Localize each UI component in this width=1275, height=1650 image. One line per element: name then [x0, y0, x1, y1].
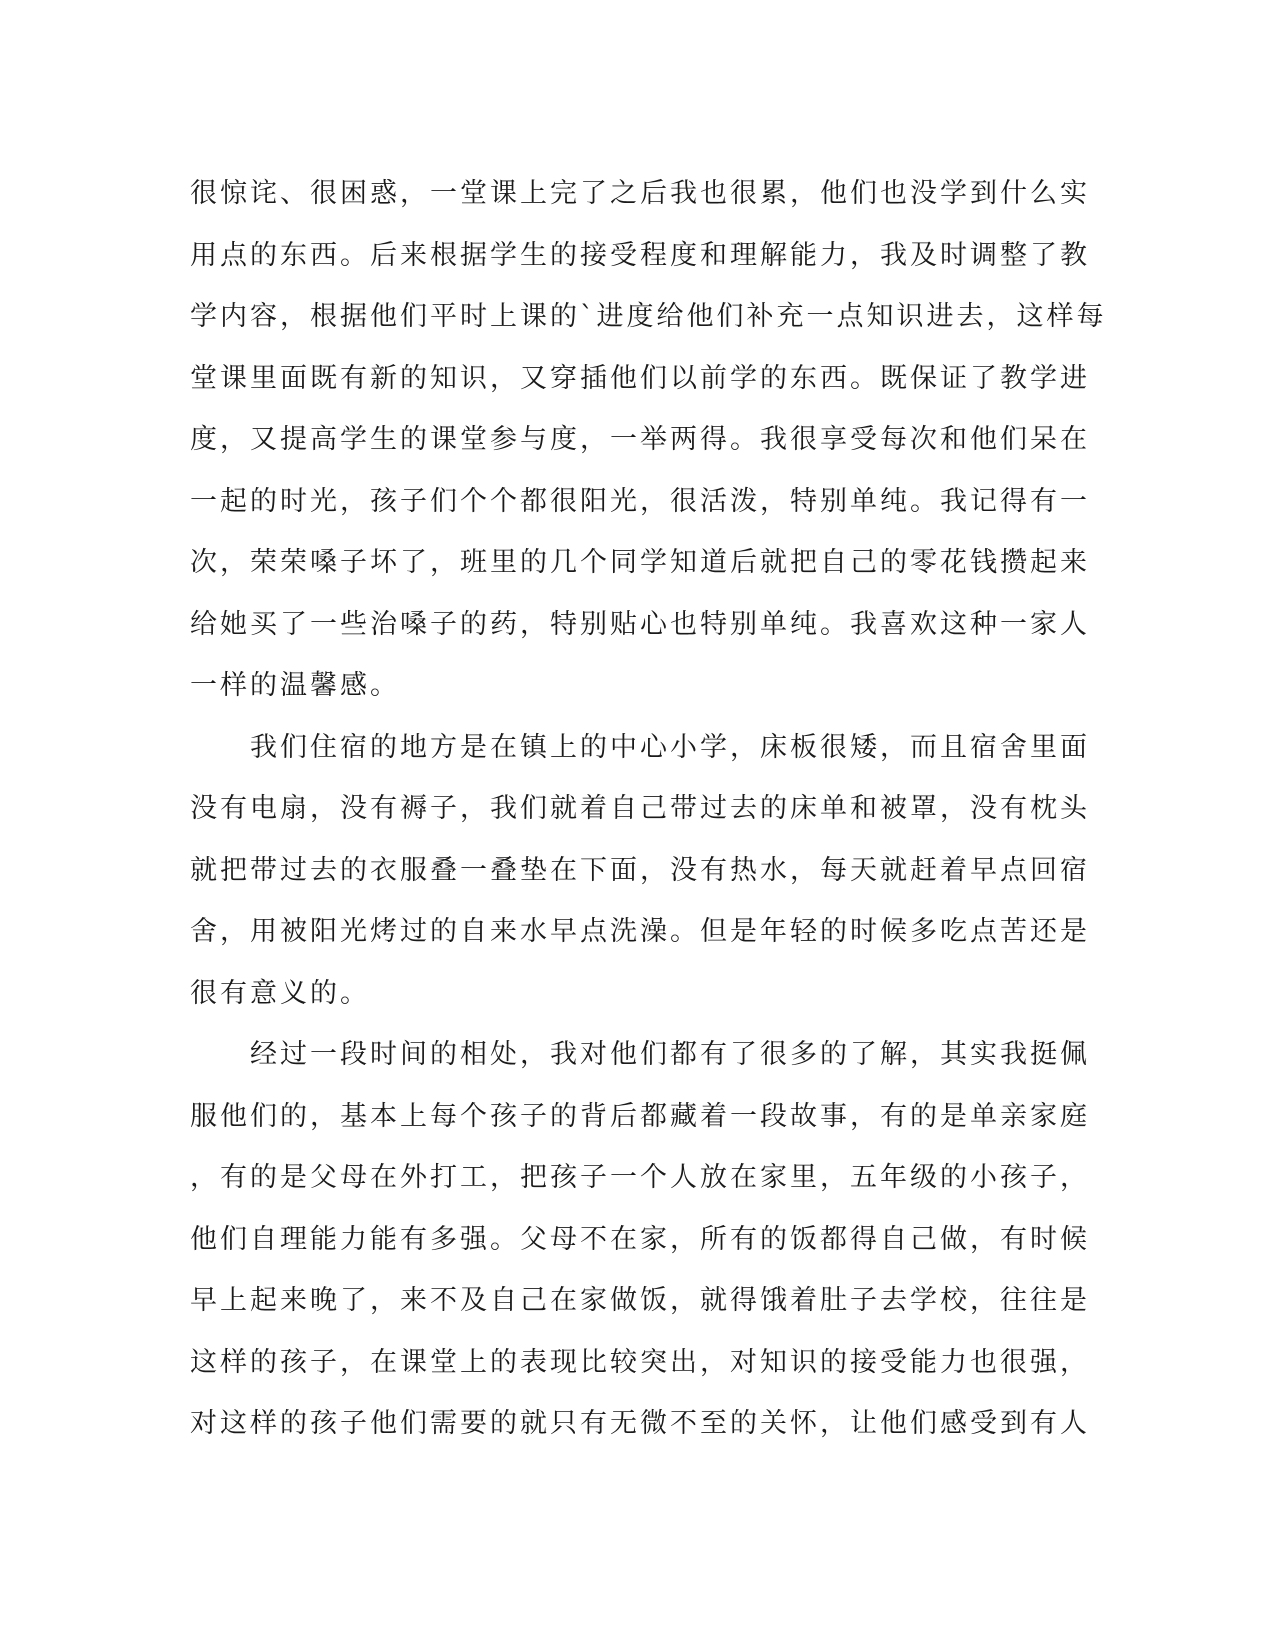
- text-line: 度，又提高学生的课堂参与度，一举两得。我很享受每次和他们呆在: [190, 424, 1090, 455]
- text-line: 一样的温馨感。: [190, 670, 400, 701]
- text-line: 次，荣荣嗓子坏了，班里的几个同学知道后就把自己的零花钱攒起来: [190, 547, 1090, 578]
- text-line: 用点的东西。后来根据学生的接受程度和理解能力，我及时调整了教: [190, 239, 1090, 271]
- text-line: ，有的是父母在外打工，把孩子一个人放在家里，五年级的小孩子，: [190, 1162, 1090, 1193]
- text-line: 给她买了一些治嗓子的药，特别贴心也特别单纯。我喜欢这种一家人: [190, 608, 1090, 640]
- text-line: 很有意义的。: [190, 977, 370, 1009]
- text-line: 很惊诧、很困惑，一堂课上完了之后我也很累，他们也没学到什么实: [190, 178, 1090, 209]
- text-line: 这样的孩子，在课堂上的表现比较突出，对知识的接受能力也很强，: [190, 1346, 1090, 1378]
- text-line: 舍，用被阳光烤过的自来水早点洗澡。但是年轻的时候多吃点苦还是: [190, 916, 1090, 947]
- text-line: 没有电扇，没有褥子，我们就着自己带过去的床单和被罩，没有枕头: [190, 793, 1090, 824]
- text-line: 早上起来晚了，来不及自己在家做饭，就得饿着肚子去学校，往往是: [190, 1285, 1090, 1316]
- text-line: 经过一段时间的相处，我对他们都有了很多的了解，其实我挺佩: [190, 1039, 1090, 1070]
- text-line: 我们住宿的地方是在镇上的中心小学，床板很矮，而且宿舍里面: [190, 731, 1090, 763]
- text-line: 就把带过去的衣服叠一叠垫在下面，没有热水，每天就赶着早点回宿: [190, 854, 1090, 886]
- text-line: 服他们的，基本上每个孩子的背后都藏着一段故事，有的是单亲家庭: [190, 1100, 1090, 1132]
- text-line: 他们自理能力能有多强。父母不在家，所有的饭都得自己做，有时候: [190, 1223, 1090, 1255]
- text-line: 堂课里面既有新的知识，又穿插他们以前学的东西。既保证了教学进: [190, 362, 1090, 394]
- text-line: 一起的时光，孩子们个个都很阳光，很活泼，特别单纯。我记得有一: [190, 485, 1090, 517]
- body-text: [190, 163, 1107, 1455]
- text-line: 学内容，根据他们平时上课的`进度给他们补充一点知识进去，这样每: [190, 301, 1107, 332]
- text-line: 对这样的孩子他们需要的就只有无微不至的关怀，让他们感受到有人: [190, 1408, 1090, 1439]
